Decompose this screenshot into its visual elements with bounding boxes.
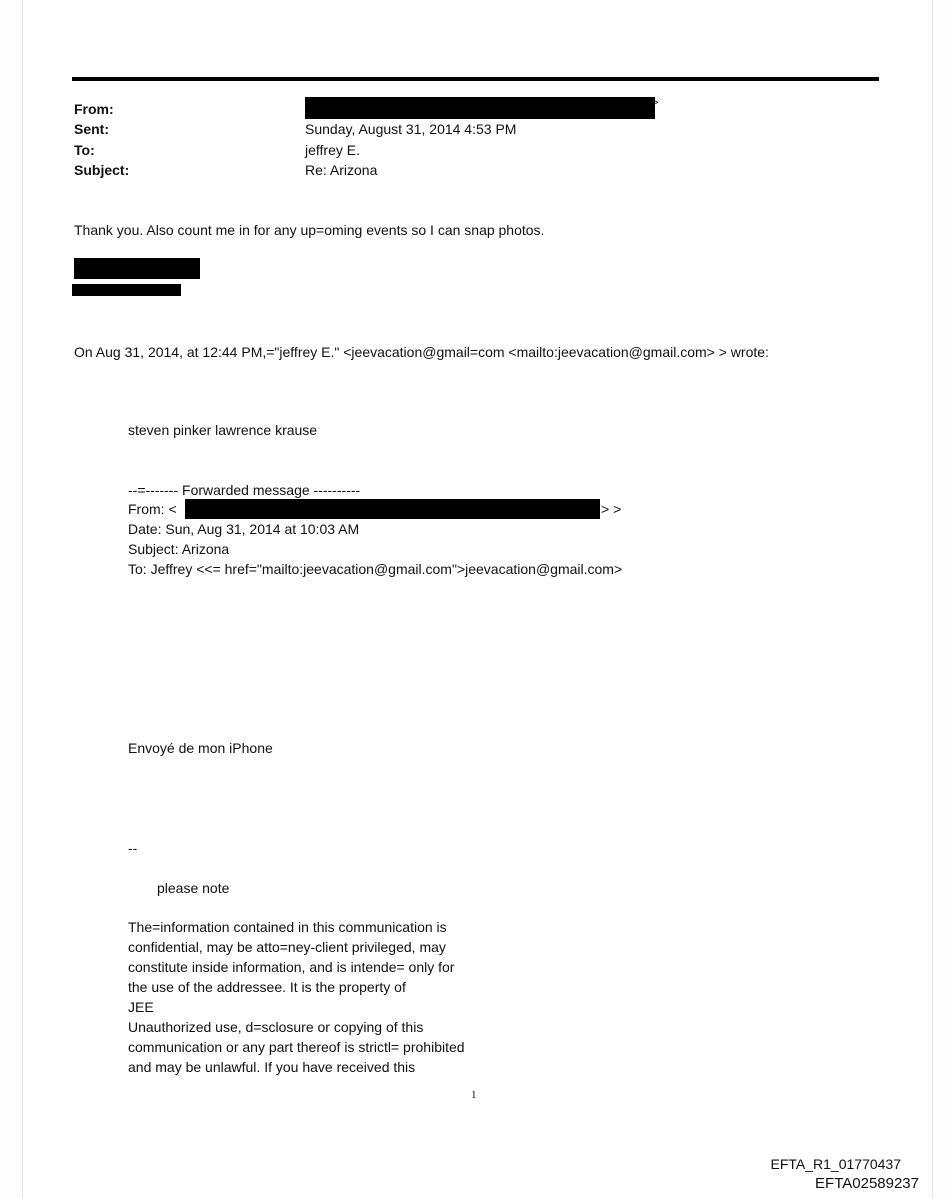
header-rule bbox=[72, 77, 879, 81]
forwarded-divider: --=------- Forwarded message ---------- bbox=[128, 482, 361, 498]
forwarded-from-prefix: From: < bbox=[128, 501, 177, 517]
quote-intro: On Aug 31, 2014, at 12:44 PM,="jeffrey E." <jeevacation@gmail=com <mailto:jeevacation@gmail.com> > wrote: bbox=[74, 344, 769, 360]
sent-from-iphone: Envoyé de mon iPhone bbox=[128, 740, 273, 756]
from-tail: > bbox=[652, 97, 659, 109]
subject-value: Re: Arizona bbox=[305, 162, 378, 178]
disclaimer-line: The=information contained in this communication is bbox=[128, 919, 447, 935]
forwarded-date: Date: Sun, Aug 31, 2014 at 10:03 AM bbox=[128, 521, 360, 537]
disclaimer-line: JEE bbox=[128, 999, 154, 1015]
subject-label: Subject: bbox=[74, 162, 130, 178]
disclaimer-line: the use of the addressee. It is the property of bbox=[128, 979, 406, 995]
redaction-signature-line bbox=[72, 284, 181, 296]
to-label: To: bbox=[74, 142, 95, 158]
forwarded-subject: Subject: Arizona bbox=[128, 541, 230, 557]
forwarded-to: To: Jeffrey <<= href="mailto:jeevacation@gmail.com">jeevacation@gmail.com> bbox=[128, 561, 623, 577]
signature-dashes: -- bbox=[128, 840, 138, 856]
bates-number-2: EFTA02589237 bbox=[815, 1175, 919, 1192]
to-value: jeffrey E. bbox=[305, 142, 360, 158]
quoted-line: steven pinker lawrence krause bbox=[128, 422, 318, 438]
sent-label: Sent: bbox=[74, 121, 109, 137]
disclaimer-line: communication or any part thereof is strictl= prohibited bbox=[128, 1039, 465, 1055]
disclaimer-line: Unauthorized use, d=sclosure or copying of this bbox=[128, 1019, 424, 1035]
disclaimer-line: confidential, may be atto=ney-client privileged, may bbox=[128, 939, 446, 955]
redaction-from bbox=[305, 97, 655, 119]
from-label: From: bbox=[74, 101, 114, 117]
reply-text: Thank you. Also count me in for any up=oming events so I can snap photos. bbox=[74, 222, 545, 238]
disclaimer-line: constitute inside information, and is intende= only for bbox=[128, 959, 455, 975]
forwarded-from-suffix: > > bbox=[601, 501, 622, 517]
bates-number-1: EFTA_R1_01770437 bbox=[770, 1156, 901, 1172]
note-heading: please note bbox=[157, 880, 230, 896]
disclaimer-line: and may be unlawful. If you have received this bbox=[128, 1059, 416, 1075]
redaction-forwarded-from bbox=[185, 499, 600, 519]
page-number: 1 bbox=[471, 1089, 477, 1101]
sent-value: Sunday, August 31, 2014 4:53 PM bbox=[305, 121, 517, 137]
redaction-signature-name bbox=[74, 258, 200, 279]
